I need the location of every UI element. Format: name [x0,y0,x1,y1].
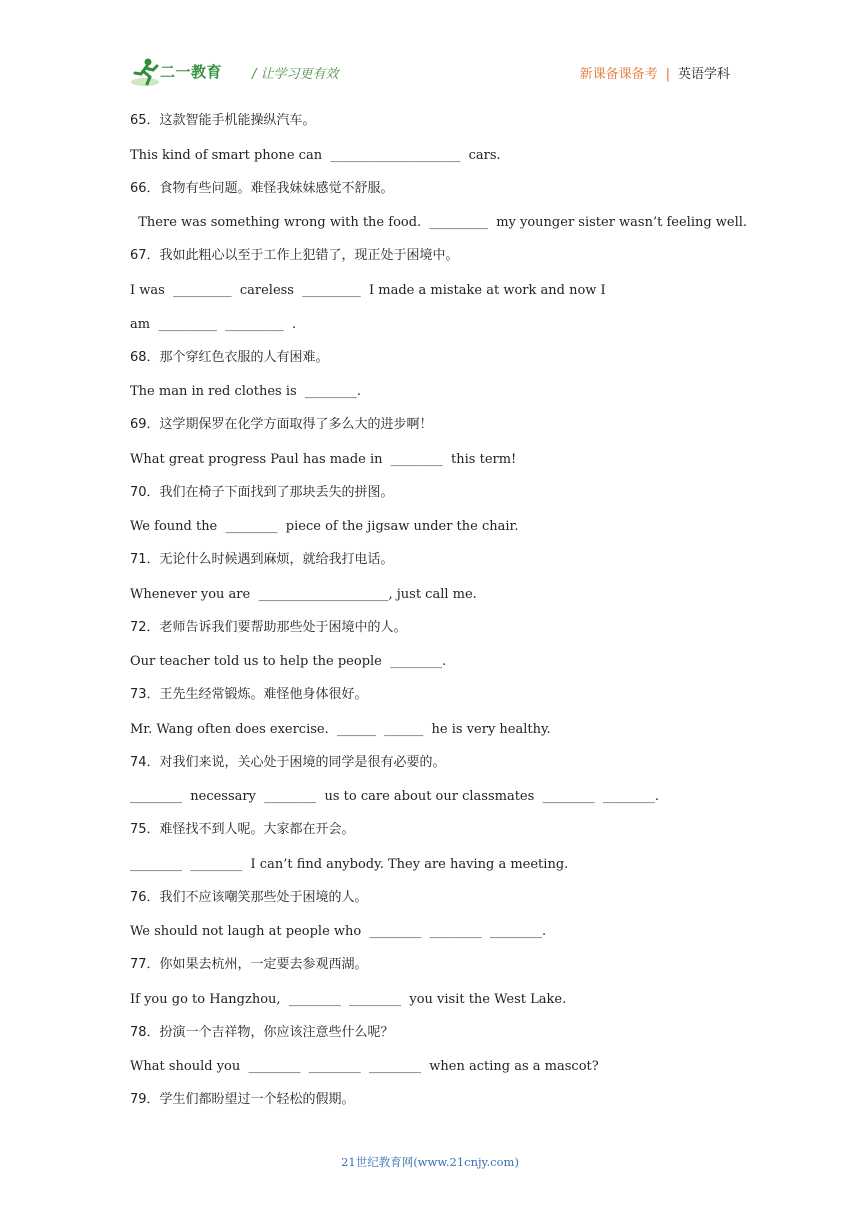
runner-logo-icon [130,56,164,88]
question-en-66: There was something wrong with the food. _________ my younger sister wasn’t feeling well. [130,215,748,230]
page-footer: 21世纪教育网(www.21cnjy.com) [341,1155,519,1169]
question-en-65: This kind of smart phone can ____________________ cars. [130,148,501,163]
question-cn-65: 65．这款智能手机能操纵汽车。 [130,113,316,128]
page-header [130,56,730,88]
question-en-78: What should you ________ ________ ________ when acting as a mascot? [130,1059,599,1074]
question-en-76: We should not laugh at people who ________ ________ ________. [130,924,547,939]
question-cn-79: 79．学生们都盼望过一个轻松的假期。 [130,1092,355,1107]
question-en-70: We found the ________ piece of the jigsaw under the chair. [130,519,519,534]
question-en-74: ________ necessary ________ us to care about our classmates ________ ________. [130,789,659,804]
question-cn-74: 74．对我们来说，关心处于困境的同学是很有必要的。 [130,755,446,770]
question-en-72: Our teacher told us to help the people ________. [130,654,447,669]
question-en-67: I was _________ careless _________ I made a mistake at work and now I [130,283,606,298]
slogan: / 让学习更有效 [252,67,339,82]
question-en-69: What great progress Paul has made in ________ this term! [130,452,517,467]
question-en-71: Whenever you are ____________________, just call me. [130,587,477,602]
question-en-68: The man in red clothes is ________. [130,384,362,399]
question-cn-76: 76．我们不应该嘲笑那些处于困境的人。 [130,890,368,905]
question-en-77: If you go to Hangzhou, ________ ________ you visit the West Lake. [130,992,567,1007]
logo [130,56,240,88]
question-cn-67: 67．我如此粗心以至于工作上犯错了，现正处于困境中。 [130,248,459,263]
question-cn-73: 73．王先生经常锻炼。难怪他身体很好。 [130,687,368,702]
question-cn-77: 77．你如果去杭州，一定要去参观西湖。 [130,957,368,972]
header-subject [580,63,730,82]
header-subject-label: 英语学科 [677,67,730,82]
question-en-75: ________ ________ I can’t find anybody. They are having a meeting. [130,857,569,872]
question-cn-68: 68．那个穿红色衣服的人有困难。 [130,350,329,365]
header-separator: | [665,67,670,82]
question-en-67-cont: am _________ _________ . [130,317,297,332]
question-en-73: Mr. Wang often does exercise. ______ ______ he is very healthy. [130,722,551,737]
question-cn-71: 71．无论什么时候遇到麻烦，就给我打电话。 [130,552,394,567]
question-cn-70: 70．我们在椅子下面找到了那块丢失的拼图。 [130,485,394,500]
logo-text: 二一教育 [160,63,223,81]
question-cn-75: 75．难怪找不到人呢。大家都在开会。 [130,822,355,837]
question-cn-78: 78．扮演一个吉祥物，你应该注意些什么呢？ [130,1025,394,1040]
question-cn-72: 72．老师告诉我们要帮助那些处于困境中的人。 [130,620,407,635]
question-cn-69: 69．这学期保罗在化学方面取得了多么大的进步啊！ [130,417,433,432]
question-cn-66: 66．食物有些问题。难怪我妹妹感觉不舒服。 [130,181,394,196]
header-course-label: 新课备课备考 [579,67,658,82]
